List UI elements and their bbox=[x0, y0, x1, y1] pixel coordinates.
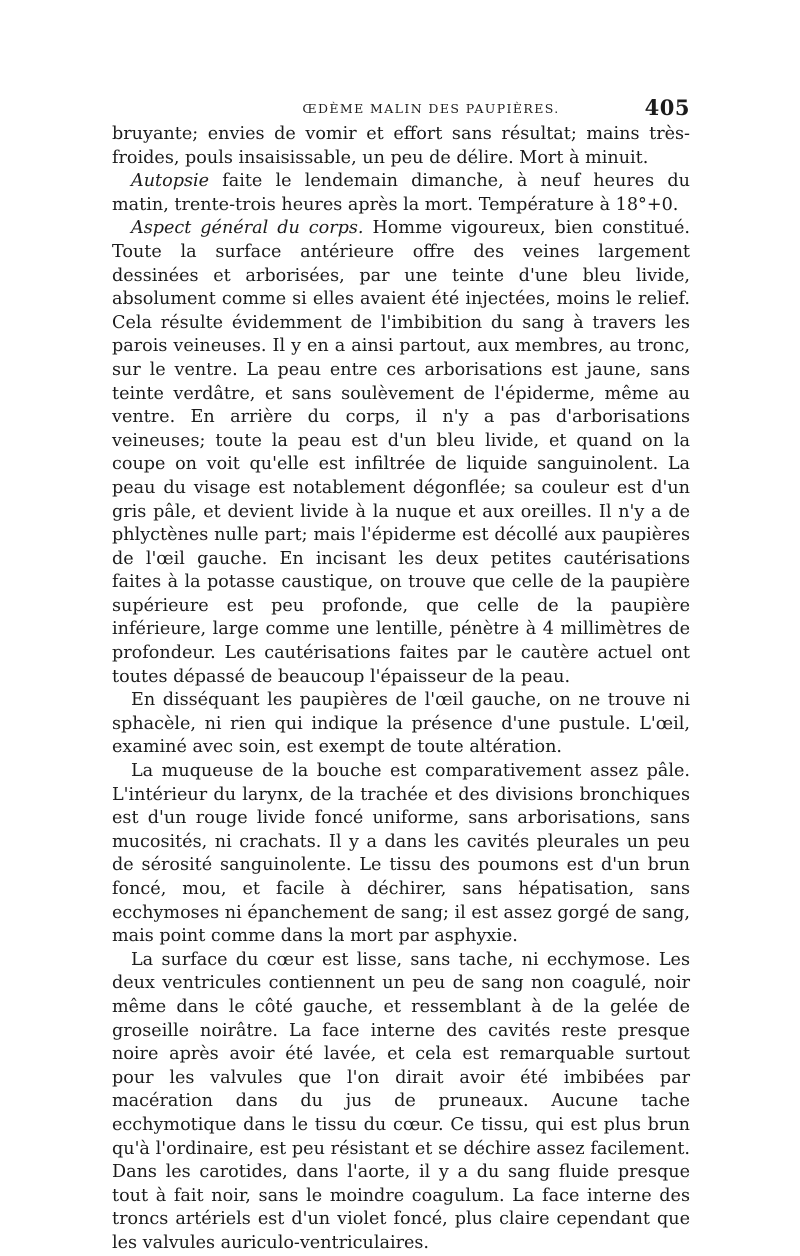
muqueuse-text: La muqueuse de la bouche est comparativement assez pâle. L'intérieur du larynx, de la trachée et des divisions bronchiques est d'un rouge livide foncé uniforme, sans arborisations, sans mucosités, ni crachats. Il y a dans les cavités pleurales un peu de sérosité sanguinolente. Le tissu des poumons est d'un brun foncé, mou, et facile à déchirer, sans hépatisation, sans ecchymoses ni épanchement de sang; il est assez gorgé de sang, mais point comme dans la mort par asphyxie. bbox=[112, 761, 690, 947]
running-head bbox=[112, 95, 690, 119]
page-number: 405 bbox=[644, 95, 690, 120]
paragraph-1-text: bruyante; envies de vomir et effort sans résultat; mains très-froides, pouls insaisissable, un peu de délire. Mort à minuit. bbox=[112, 124, 690, 168]
autopsie-text: faite le lendemain dimanche, à neuf heures du matin, trente-trois heures après la mort. Température à 18°+0. bbox=[112, 171, 690, 215]
running-title: ŒDÈME MALIN DES PAUPIÈRES. bbox=[302, 101, 560, 116]
book-page bbox=[112, 95, 690, 1256]
paragraph-muqueuse bbox=[112, 760, 690, 949]
aspect-general-text: Homme vigoureux, bien constitué. Toute la surface antérieure offre des veines largement dessinées et arborisées, par une teinte d'une bleu livide, absolument comme si elles avaient été injectées, moins le relief. Cela résulte évidemment de l'imbibition du sang à travers les parois veineuses. Il y en a ainsi partout, aux membres, au tronc, sur le ventre. La peau entre ces arborisations est jaune, sans teinte verdâtre, et sans soulèvement de l'épiderme, même au ventre. En arrière du corps, il n'y a pas d'arborisations veineuses; toute la peau est d'un bleu livide, et quand on la coupe on voit qu'elle est infiltrée de liquide sanguinolent. La peau du visage est notablement dégonflée; sa couleur est d'un gris pâle, et devient livide à la nuque et aux oreilles. Il n'y a de phlyctènes nulle part; mais l'épiderme est décollé aux paupières de l'œil gauche. En incisant les deux petites cautérisations faites à la potasse caustique, on trouve que celle de la paupière supérieure est peu profonde, que celle de la paupière inférieure, large comme une lentille, pénètre à 4 millimètres de profondeur. Les cautérisations faites par le cautère actuel ont toutes dépassé de beaucoup l'épaisseur de la peau. bbox=[112, 218, 691, 687]
aspect-general-heading: Aspect général du corps. bbox=[131, 218, 364, 239]
paragraph-1 bbox=[112, 123, 690, 170]
paragraph-coeur bbox=[112, 949, 690, 1256]
paragraph-aspect-general bbox=[112, 217, 690, 689]
paupieres-text: En disséquant les paupières de l'œil gauche, on ne trouve ni sphacèle, ni rien qui indique la présence d'une pustule. L'œil, examiné avec soin, est exempt de toute altération. bbox=[112, 690, 690, 758]
body-text bbox=[112, 123, 690, 1256]
autopsie-heading: Autopsie bbox=[131, 171, 210, 192]
coeur-text: La surface du cœur est lisse, sans tache, ni ecchymose. Les deux ventricules contiennent un peu de sang non coagulé, noir même dans le côté gauche, et ressemblant à de la gelée de groseille noirâtre. La face interne des cavités reste presque noire après avoir été lavée, et cela est remarquable surtout pour les valvules que l'on dirait avoir été imbibées par macération dans du jus de pruneaux. Aucune tache ecchymotique dans le tissu du cœur. Ce tissu, qui est plus brun qu'à l'ordinaire, est peu résistant et se déchire assez facilement. Dans les carotides, dans l'aorte, il y a du sang fluide presque tout à fait noir, sans le moindre coagulum. La face interne des troncs artériels est d'un violet foncé, plus claire cependant que les valvules auriculo-ventriculaires. bbox=[112, 949, 690, 1253]
paragraph-autopsie bbox=[112, 170, 690, 217]
paragraph-paupieres bbox=[112, 689, 690, 760]
